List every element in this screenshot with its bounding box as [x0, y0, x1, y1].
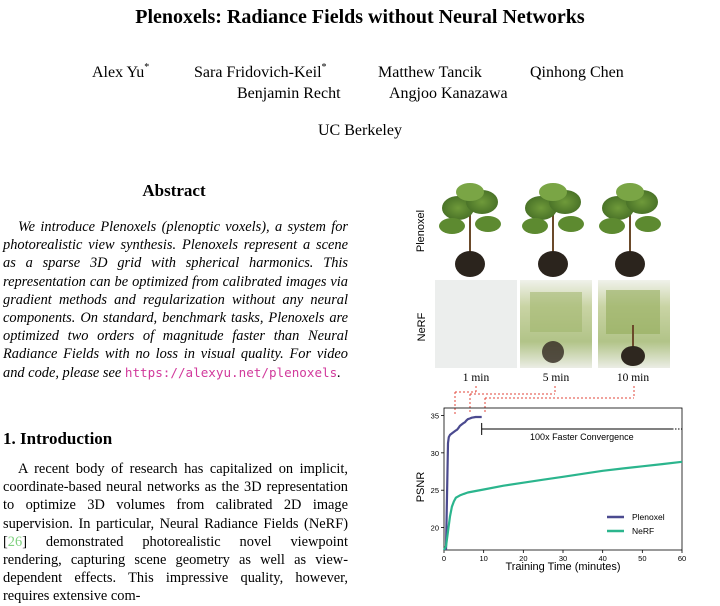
chart-xlabel: Training Time (minutes) [505, 561, 621, 573]
author-6: Angjoo Kanazawa [389, 85, 508, 102]
x-tick-label: 60 [677, 554, 687, 563]
chart-ylabel: PSNR [415, 471, 427, 503]
abstract-heading: Abstract [142, 181, 206, 200]
time-label-5min: 5 min [542, 372, 570, 384]
citation-link[interactable]: 26 [7, 533, 23, 550]
row-label-nerf: NeRF [416, 312, 428, 342]
y-tick-label: 20 [430, 523, 439, 533]
introduction-body: A recent body of research has capitalized on implicit, coordinate-based neural networks as the 3D representation to optimize 3D volumes from calibrated 2D image supervision. In particular, Neural Radiance Fields (NeRF) [26] demonstrated photorealistic novel viewpoint rendering, capturing scene geometry as well as view-dependent effects. This impressive quality, however, requires extensive com- [3, 461, 348, 605]
author-1: Alex Yu* [92, 62, 150, 81]
x-tick-label: 40 [598, 554, 607, 563]
author-2: Sara Fridovich-Keil* [194, 62, 327, 81]
psnr-chart [400, 398, 720, 586]
plenoxel-render-5min [522, 183, 584, 277]
time-label-1min: 1 min [462, 372, 490, 384]
plenoxel-render-1min [439, 183, 501, 277]
chart-annotation: 100x Faster Convergence [530, 431, 634, 442]
y-tick-label: 25 [430, 486, 439, 496]
abstract-body [3, 218, 348, 382]
author-5: Benjamin Recht [237, 85, 341, 102]
y-tick-label: 35 [430, 411, 439, 421]
x-tick-label: 30 [558, 554, 568, 563]
paper-title: Plenoxels: Radiance Fields without Neural Networks [135, 6, 585, 28]
series-line-plenoxel [446, 417, 482, 550]
y-tick-label: 30 [430, 448, 439, 458]
row-label-plenoxel: Plenoxel [415, 209, 427, 253]
time-label-10min: 10 min [616, 372, 650, 384]
x-tick-label: 50 [638, 554, 647, 563]
legend-plenoxel: Plenoxel [632, 512, 665, 522]
chart-legend [607, 512, 665, 536]
abstract-text: We introduce Plenoxels (plenoptic voxels), a system for photorealistic view synthesis. Plenoxels represent a scene as a sparse 3D grid with spherical harmonics. This representation can be optimized from calibrated images via gradient methods and regularization without any neural components. On standard, benchmark tasks, Plenoxels are optimized two orders of magnitude faster than Neural Radiance Fields with no loss in visual quality. For video and code, please see [3, 219, 348, 381]
figure-render-grid [430, 180, 720, 370]
abstract-end: . [337, 364, 341, 381]
x-tick-label: 20 [519, 554, 528, 563]
legend-nerf: NeRF [632, 526, 655, 536]
x-tick-label: 10 [479, 554, 488, 563]
affiliation: UC Berkeley [318, 122, 402, 139]
plenoxel-render-10min [599, 183, 661, 277]
x-tick-label: 0 [441, 554, 447, 563]
nerf-render-5min [520, 280, 592, 368]
nerf-render-1min [435, 280, 517, 368]
author-4: Qinhong Chen [530, 64, 624, 81]
series-line-nerf [444, 462, 682, 550]
section-heading-introduction: 1. Introduction [3, 429, 113, 448]
nerf-render-10min [598, 280, 670, 368]
author-3: Matthew Tancik [378, 64, 482, 81]
project-url-link[interactable]: https://alexyu.net/plenoxels [124, 364, 338, 380]
